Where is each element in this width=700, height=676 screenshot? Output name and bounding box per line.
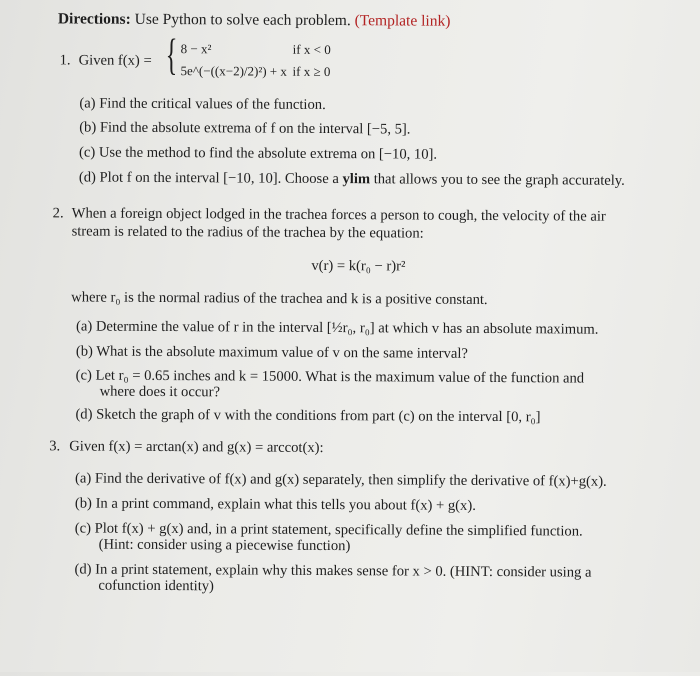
p2-where: where r₀ is the normal radius of the trachea and k is a positive constant. — [71, 289, 488, 308]
p2-intro-line2: stream is related to the radius of the trachea by the equation: — [71, 223, 424, 242]
directions-line — [58, 10, 451, 29]
directions-text: Use Python to solve each problem. — [130, 10, 351, 30]
template-link[interactable]: (Template link) — [354, 12, 451, 30]
p2-equation: v(r) = k(r₀ − r)r² — [311, 257, 406, 275]
p1-piece1-cond: if x < 0 — [292, 41, 331, 58]
directions-label: Directions: — [57, 10, 131, 28]
p1-part-d — [79, 169, 625, 189]
p2-part-c-line1: (c) Let r₀ = 0.65 inches and k = 15000. What is the maximum value of the function and — [75, 367, 585, 387]
p2-part-c-line2: where does it occur? — [99, 383, 220, 401]
p3-part-d-line2: cofunction identity) — [98, 577, 214, 595]
p3-number: 3. — [49, 438, 61, 455]
p3-part-b: (b) In a print command, explain what this tells you about f(x) + g(x). — [74, 495, 476, 514]
p2-part-a: (a) Determine the value of r in the interval [½r₀, r₀] at which v has an absolute maximum. — [75, 318, 599, 338]
p3-part-c-line2: (Hint: consider using a piecewise function) — [98, 536, 351, 555]
piecewise-brace: { — [165, 30, 178, 80]
p2-intro-line1: When a foreign object lodged in the trachea forces a person to cough, the velocity of the air — [71, 205, 606, 225]
p1-part-d-ylim: ylim — [342, 171, 371, 188]
p1-part-d-post: that allows you to see the graph accurately. — [370, 171, 625, 189]
p1-part-c: (c) Use the method to find the absolute extrema on [−10, 10]. — [79, 144, 438, 163]
p3-part-c-line1: (c) Plot f(x) + g(x) and, in a print statement, specifically define the simplified function. — [74, 520, 583, 540]
p2-part-b: (b) What is the absolute maximum value of v on the same interval? — [75, 343, 468, 362]
p1-part-a: (a) Find the critical values of the function. — [79, 95, 326, 113]
p3-part-d-line1: (d) In a print statement, explain why this makes sense for x > 0. (HINT: consider using a — [74, 561, 592, 581]
p1-piece2-expr: 5e^(−((x−2)/2)²) + x — [180, 63, 287, 79]
p3-part-a: (a) Find the derivative of f(x) and g(x) separately, then simplify the derivative of f(x)+g(x). — [75, 470, 607, 490]
p1-number: 1. — [59, 52, 71, 69]
p1-given: Given f(x) = — [78, 52, 152, 69]
p1-part-d-pre: (d) Plot f on the interval [−10, 10]. Choose a — [78, 169, 343, 188]
p1-piece2-cond: if x ≥ 0 — [292, 63, 331, 80]
p1-piece1-expr: 8 − x² — [180, 41, 212, 57]
p2-part-d: (d) Sketch the graph of v with the conditions from part (c) on the interval [0, r₀] — [75, 406, 541, 426]
p1-part-b: (b) Find the absolute extrema of f on the interval [−5, 5]. — [79, 119, 411, 138]
p3-given: Given f(x) = arctan(x) and g(x) = arccot(x): — [69, 438, 324, 456]
p2-number: 2. — [52, 205, 64, 222]
